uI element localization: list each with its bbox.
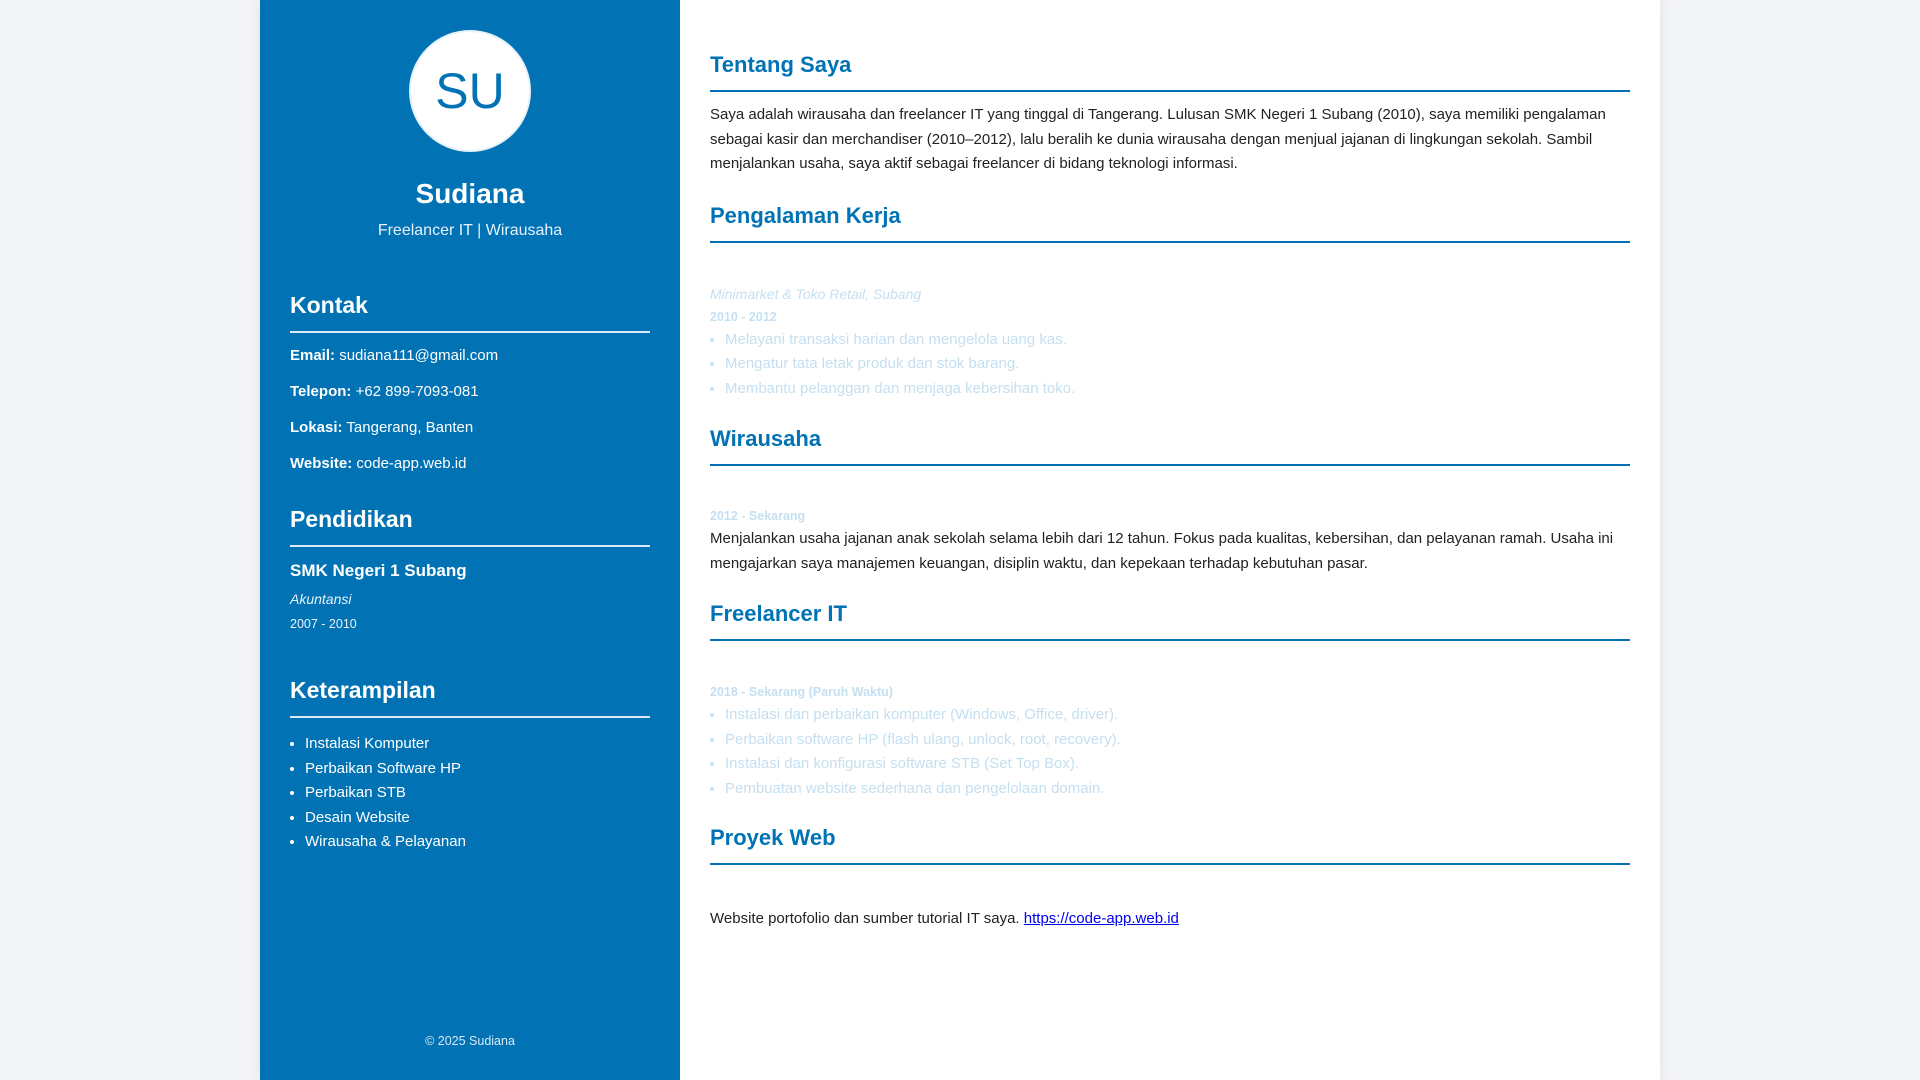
- school-major: Akuntansi: [290, 591, 352, 607]
- resume-page: [260, 0, 1660, 1080]
- experience-item: • Mengatur tata letak produk dan stok barang.: [725, 352, 1630, 377]
- freelance-list: [710, 703, 1630, 801]
- website-value: code-app.web.id: [356, 455, 467, 472]
- copyright-footer: © 2025 Sudiana: [425, 1034, 515, 1048]
- about-text: Saya adalah wirausaha dan freelancer IT yang tinggal di Tangerang. Lulusan SMK Negeri 1 Subang (2010), saya memiliki pengalaman sebagai kasir dan merchandiser (2010–2012), lalu beralih ke dunia wirausaha dengan menjual jajanan di lingkungan sekolah. Sambil menjalankan usaha, saya aktif sebagai freelancer di bidang teknologi informasi.: [710, 106, 1606, 172]
- skills-heading: Keterampilan: [290, 677, 650, 718]
- contact-email: [290, 347, 650, 364]
- location-label: Lokasi:: [290, 419, 343, 436]
- contact-section: [290, 292, 650, 472]
- experience-item: • Membantu pelanggan dan menjaga kebersihan toko.: [725, 377, 1630, 402]
- skill-item: • Instalasi Komputer: [305, 732, 650, 757]
- project-link[interactable]: https://code-app.web.id: [1023, 910, 1179, 927]
- email-value: sudiana111@gmail.com: [339, 347, 499, 364]
- freelance-item: • Instalasi dan perbaikan komputer (Windows, Office, driver).: [725, 703, 1630, 728]
- experience-item: • Melayani transaksi harian dan mengelola uang kas.: [725, 328, 1630, 353]
- phone-label: Telepon:: [290, 383, 352, 400]
- avatar-initials: SU: [435, 63, 505, 119]
- skills-section: [290, 677, 650, 855]
- contact-heading: Kontak: [290, 292, 650, 333]
- project-text-row: [710, 907, 1630, 932]
- experience-period: 2010 - 2012: [710, 309, 777, 324]
- freelance-period: 2018 - Sekarang (Paruh Waktu): [710, 685, 893, 699]
- profile-name: Sudiana: [415, 178, 525, 209]
- skill-item: • Perbaikan Software HP: [305, 757, 650, 782]
- experience-list: [710, 328, 1630, 402]
- email-label: Email:: [290, 347, 336, 364]
- freelance-item: • Instalasi dan konfigurasi software STB (Set Top Box).: [725, 752, 1630, 777]
- sidebar: [260, 0, 680, 1080]
- freelance-item: • Pembuatan website sederhana dan pengelolaan domain.: [725, 777, 1630, 802]
- business-period: 2012 - Sekarang: [710, 509, 806, 523]
- skills-list: [290, 732, 650, 855]
- business-text: Menjalankan usaha jajanan anak sekolah selama lebih dari 12 tahun. Fokus pada kualitas, kebersihan, dan pelayanan ramah. Usaha ini mengajarkan saya manajemen keuangan, disiplin waktu, dan kepekaan terhadap kebutuhan pasar.: [710, 530, 1614, 572]
- skill-item: • Perbaikan STB: [305, 781, 650, 806]
- school-years: 2007 - 2010: [290, 617, 357, 631]
- phone-value: +62 899-7093-081: [355, 383, 479, 400]
- project-section: [710, 825, 1630, 932]
- contact-location: [290, 419, 650, 436]
- business-heading: Wirausaha: [710, 426, 1630, 466]
- school-name: SMK Negeri 1 Subang: [290, 561, 467, 580]
- skill-item: • Wirausaha & Pelayanan: [305, 830, 650, 855]
- about-heading: Tentang Saya: [710, 52, 1630, 92]
- project-heading: Proyek Web: [710, 825, 1630, 865]
- experience-heading: Pengalaman Kerja: [710, 203, 1630, 243]
- avatar: [409, 30, 531, 152]
- profile-role: Freelancer IT | Wirausaha: [377, 222, 563, 239]
- experience-section: [710, 203, 1630, 402]
- about-section: [710, 52, 1630, 177]
- freelance-item: • Perbaikan software HP (flash ulang, unlock, root, recovery).: [725, 728, 1630, 753]
- education-section: [290, 506, 650, 631]
- freelance-section: [710, 601, 1630, 801]
- skill-item: • Desain Website: [305, 806, 650, 831]
- project-description: Website portofolio dan sumber tutorial IT saya.: [710, 910, 1020, 927]
- education-heading: Pendidikan: [290, 506, 650, 547]
- location-value: Tangerang, Banten: [346, 419, 474, 436]
- experience-company: Minimarket & Toko Retail, Subang: [710, 285, 922, 302]
- main-content: [680, 0, 1660, 1080]
- business-section: [710, 426, 1630, 576]
- contact-phone: [290, 383, 650, 400]
- website-label: Website:: [290, 455, 353, 472]
- freelance-heading: Freelancer IT: [710, 601, 1630, 641]
- contact-website: [290, 455, 650, 472]
